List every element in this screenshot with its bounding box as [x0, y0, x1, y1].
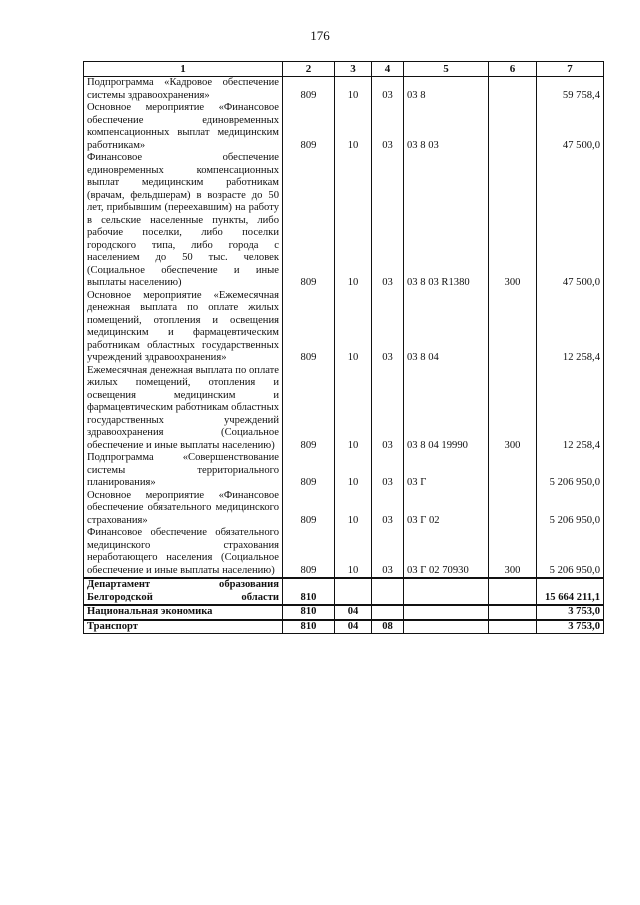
- row-target-article: [404, 605, 489, 620]
- row-expense-type: [489, 77, 537, 103]
- header-col-5: 5: [404, 62, 489, 77]
- row-section-code: 04: [335, 605, 372, 620]
- row-target-article: 03 8 03: [404, 102, 489, 152]
- header-col-6: 6: [489, 62, 537, 77]
- row-target-article: 03 8 04: [404, 290, 489, 365]
- row-subsection-code: [372, 578, 404, 605]
- row-section-code: 10: [335, 290, 372, 365]
- row-admin-code: 810: [283, 620, 335, 634]
- table-row: [84, 578, 604, 605]
- row-expense-type: [489, 452, 537, 490]
- row-admin-code: 809: [283, 102, 335, 152]
- row-target-article: [404, 578, 489, 605]
- row-subsection-code: 03: [372, 365, 404, 453]
- table-row: [84, 620, 604, 634]
- row-name: Основное мероприятие «Финансовое обеспечение обязательного медицинского страхования»: [84, 490, 283, 528]
- row-expense-type: [489, 102, 537, 152]
- row-target-article: 03 Г: [404, 452, 489, 490]
- row-amount: 12 258,4: [537, 365, 604, 453]
- row-name: Подпрограмма «Кадровое обеспечение системы здравоохранения»: [84, 77, 283, 103]
- row-amount: 12 258,4: [537, 290, 604, 365]
- header-col-4: 4: [372, 62, 404, 77]
- row-name: Финансовое обеспечение единовременных компенсационных выплат медицинским работникам (врачам, фельдшерам) в возрасте до 50 лет, прибывшим (переехавшим) на работу в сельские населенные пункты, либо рабочие поселки, либо поселки городского типа, либо города с населением до 50 тыс. человек (Социальное обеспечение и иные выплаты населению): [84, 152, 283, 290]
- row-subsection-code: 03: [372, 152, 404, 290]
- row-expense-type: [489, 620, 537, 634]
- row-admin-code: 809: [283, 527, 335, 578]
- row-subsection-code: 03: [372, 452, 404, 490]
- table-body: [84, 77, 604, 634]
- row-name: Основное мероприятие «Финансовое обеспечение единовременных компенсационных выплат медицинским работникам»: [84, 102, 283, 152]
- header-col-1: 1: [84, 62, 283, 77]
- row-subsection-code: 03: [372, 290, 404, 365]
- row-name: Ежемесячная денежная выплата по оплате жилых помещений, отопления и освещения медицинским и фармацевтическим работникам областных государственных учреждений здравоохранения (Социальное обеспечение и иные выплаты населению): [84, 365, 283, 453]
- table-row: [84, 527, 604, 578]
- row-section-code: 10: [335, 490, 372, 528]
- row-expense-type: [489, 605, 537, 620]
- row-section-code: 10: [335, 77, 372, 103]
- row-subsection-code: 03: [372, 77, 404, 103]
- row-target-article: 03 8 03 R1380: [404, 152, 489, 290]
- row-admin-code: 809: [283, 365, 335, 453]
- table-row: [84, 365, 604, 453]
- row-subsection-code: [372, 605, 404, 620]
- row-admin-code: 809: [283, 490, 335, 528]
- row-expense-type: [489, 578, 537, 605]
- row-expense-type: 300: [489, 152, 537, 290]
- row-section-code: [335, 578, 372, 605]
- row-admin-code: 810: [283, 605, 335, 620]
- row-amount: 3 753,0: [537, 605, 604, 620]
- row-expense-type: [489, 290, 537, 365]
- table-row: [84, 290, 604, 365]
- table-row: [84, 490, 604, 528]
- row-name: Национальная экономика: [84, 605, 283, 620]
- row-subsection-code: 03: [372, 102, 404, 152]
- row-name: Департамент образования Белгородской области: [84, 578, 283, 605]
- row-amount: 47 500,0: [537, 152, 604, 290]
- budget-table: [83, 61, 604, 634]
- row-section-code: 10: [335, 527, 372, 578]
- table-row: [84, 152, 604, 290]
- row-section-code: 10: [335, 152, 372, 290]
- row-target-article: 03 Г 02: [404, 490, 489, 528]
- row-target-article: 03 Г 02 70930: [404, 527, 489, 578]
- row-admin-code: 810: [283, 578, 335, 605]
- row-amount: 59 758,4: [537, 77, 604, 103]
- row-name: Финансовое обеспечение обязательного медицинского страхования неработающего населения (Социальное обеспечение и иные выплаты населению): [84, 527, 283, 578]
- row-amount: 47 500,0: [537, 102, 604, 152]
- row-name: Транспорт: [84, 620, 283, 634]
- table-row: [84, 452, 604, 490]
- row-admin-code: 809: [283, 152, 335, 290]
- row-subsection-code: 03: [372, 527, 404, 578]
- row-admin-code: 809: [283, 290, 335, 365]
- row-admin-code: 809: [283, 452, 335, 490]
- page-number: 176: [310, 28, 330, 43]
- row-expense-type: 300: [489, 365, 537, 453]
- row-section-code: 10: [335, 365, 372, 453]
- header-col-2: 2: [283, 62, 335, 77]
- table-row: [84, 102, 604, 152]
- row-target-article: [404, 620, 489, 634]
- row-expense-type: [489, 490, 537, 528]
- row-target-article: 03 8 04 19990: [404, 365, 489, 453]
- row-amount: 5 206 950,0: [537, 490, 604, 528]
- row-name: Подпрограмма «Совершенствование системы территориального планирования»: [84, 452, 283, 490]
- row-amount: 3 753,0: [537, 620, 604, 634]
- table-row: [84, 605, 604, 620]
- row-subsection-code: 03: [372, 490, 404, 528]
- header-row: [84, 62, 604, 77]
- row-section-code: 04: [335, 620, 372, 634]
- row-expense-type: 300: [489, 527, 537, 578]
- table-row: [84, 77, 604, 103]
- row-subsection-code: 08: [372, 620, 404, 634]
- row-section-code: 10: [335, 452, 372, 490]
- row-name: Основное мероприятие «Ежемесячная денежная выплата по оплате жилых помещений, отопления и освещения медицинским и фармацевтическим работникам областных государственных учреждений здравоохранения»: [84, 290, 283, 365]
- row-admin-code: 809: [283, 77, 335, 103]
- row-amount: 5 206 950,0: [537, 452, 604, 490]
- row-target-article: 03 8: [404, 77, 489, 103]
- table-header: [84, 62, 604, 77]
- row-section-code: 10: [335, 102, 372, 152]
- row-amount: 5 206 950,0: [537, 527, 604, 578]
- header-col-7: 7: [537, 62, 604, 77]
- row-amount: 15 664 211,1: [537, 578, 604, 605]
- header-col-3: 3: [335, 62, 372, 77]
